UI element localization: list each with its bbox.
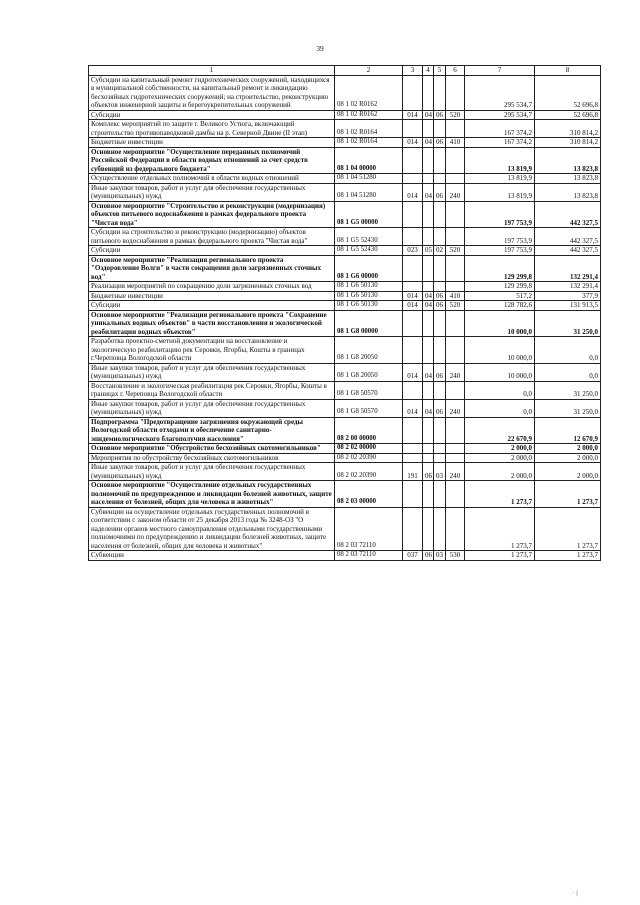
table-row	[89, 399, 601, 417]
expense-type-cell	[446, 75, 465, 110]
table-row	[89, 110, 601, 120]
amount-col7-cell: 10 000,0	[465, 337, 535, 364]
section-cell: 04	[423, 399, 434, 417]
subsection-cell: 03	[434, 551, 446, 561]
target-article-cell: 08 1 04 00000	[335, 147, 403, 174]
subsection-cell	[434, 481, 446, 508]
ministry-code-cell	[403, 453, 423, 463]
section-cell	[423, 417, 434, 444]
expense-type-cell	[446, 337, 465, 364]
budget-table	[88, 65, 601, 561]
ministry-code-cell	[403, 228, 423, 246]
amount-col8-cell: 132 291,4	[535, 282, 601, 292]
section-cell: 04	[423, 363, 434, 381]
target-article-cell: 08 1 G8 50570	[335, 399, 403, 417]
row-name-cell: Основное мероприятие "Строительство и реконструкция (модернизация) объектов питьевого водоснабжения в рамках федерального проекта "Чистая вода"	[89, 201, 335, 228]
ministry-code-cell: 014	[403, 399, 423, 417]
section-cell: 05	[423, 246, 434, 256]
target-article-cell: 08 1 04 51280	[335, 183, 403, 201]
target-article-cell: 08 1 02 R0162	[335, 110, 403, 120]
header-row	[89, 66, 601, 76]
amount-col8-cell: 31 250,0	[535, 381, 601, 399]
expense-type-cell	[446, 147, 465, 174]
expense-type-cell: 520	[446, 301, 465, 311]
table-row	[89, 147, 601, 174]
ministry-code-cell: 037	[403, 551, 423, 561]
subsection-cell	[434, 417, 446, 444]
expense-type-cell: 530	[446, 551, 465, 561]
scan-corner-marks: · |	[572, 890, 578, 897]
amount-col8-cell: 2 000,0	[535, 453, 601, 463]
row-name-cell: Иные закупки товаров, работ и услуг для обеспечения государственных (муниципальных) нужд	[89, 399, 335, 417]
amount-col7-cell: 2 000,0	[465, 453, 535, 463]
row-name-cell: Субсидии	[89, 246, 335, 256]
ministry-code-cell	[403, 381, 423, 399]
subsection-cell: 02	[434, 246, 446, 256]
amount-col7-cell: 128 782,6	[465, 301, 535, 311]
amount-col8-cell: 0,0	[535, 337, 601, 364]
section-cell	[423, 481, 434, 508]
table-row	[89, 417, 601, 444]
amount-col8-cell: 377,9	[535, 291, 601, 301]
section-cell	[423, 147, 434, 174]
amount-col8-cell: 442 327,5	[535, 228, 601, 246]
section-cell	[423, 75, 434, 110]
subsection-cell: 06	[434, 301, 446, 311]
ministry-code-cell	[403, 282, 423, 292]
section-cell: 04	[423, 301, 434, 311]
table-body	[89, 75, 601, 560]
amount-col7-cell: 197 753,9	[465, 201, 535, 228]
table-row	[89, 246, 601, 256]
amount-col7-cell: 295 534,7	[465, 110, 535, 120]
subsection-cell: 06	[434, 363, 446, 381]
section-cell	[423, 228, 434, 246]
amount-col7-cell: 13 819,9	[465, 147, 535, 174]
row-name-cell: Иные закупки товаров, работ и услуг для обеспечения государственных (муниципальных) нужд	[89, 363, 335, 381]
target-article-cell: 08 1 G6 50130	[335, 291, 403, 301]
amount-col7-cell: 2 000,0	[465, 463, 535, 481]
ministry-code-cell: 014	[403, 301, 423, 311]
table-row	[89, 381, 601, 399]
ministry-code-cell	[403, 75, 423, 110]
amount-col8-cell: 442 327,5	[535, 246, 601, 256]
row-name-cell: Осуществление отдельных полномочий в области водных отношений	[89, 174, 335, 184]
amount-col7-cell: 22 670,9	[465, 417, 535, 444]
table-row	[89, 507, 601, 551]
amount-col7-cell: 167 374,2	[465, 120, 535, 138]
expense-type-cell: 240	[446, 463, 465, 481]
ministry-code-cell: 014	[403, 363, 423, 381]
target-article-cell: 08 1 04 51280	[335, 174, 403, 184]
ministry-code-cell	[403, 507, 423, 551]
table-row	[89, 201, 601, 228]
target-article-cell: 08 1 G8 50570	[335, 381, 403, 399]
expense-type-cell: 240	[446, 399, 465, 417]
section-cell	[423, 174, 434, 184]
target-article-cell: 08 1 02 R0164	[335, 120, 403, 138]
amount-col8-cell: 1 273,7	[535, 481, 601, 508]
table-row	[89, 120, 601, 138]
section-cell	[423, 507, 434, 551]
row-name-cell: Восстановление и экологическая реабилитация рек Серовки, Ягорбы, Кошты в границах г. Череповца Вологодской области	[89, 381, 335, 399]
row-name-cell: Разработка проектно-сметной документации на восстановление и экологическую реабилитацию рек Серовки, Ягорбы, Кошты в границах г.Череповца Вологодской области	[89, 337, 335, 364]
row-name-cell: Субсидии на строительство и реконструкцию (модернизацию) объектов питьевого водоснабжения в рамках федерального проекта "Чистая вода"	[89, 228, 335, 246]
amount-col8-cell: 52 696,8	[535, 110, 601, 120]
subsection-cell	[434, 310, 446, 337]
table-row	[89, 183, 601, 201]
section-cell	[423, 453, 434, 463]
amount-col7-cell: 10 000,0	[465, 310, 535, 337]
amount-col7-cell: 197 753,9	[465, 246, 535, 256]
table-row	[89, 363, 601, 381]
column-header: 1	[89, 66, 335, 76]
table-row	[89, 463, 601, 481]
amount-col8-cell: 131 913,5	[535, 301, 601, 311]
row-name-cell: Основное мероприятие "Реализация регионального проекта "Оздоровление Волги" в части сокращения доли загрязненных сточных вод"	[89, 255, 335, 282]
amount-col8-cell: 1 273,7	[535, 507, 601, 551]
expense-type-cell	[446, 381, 465, 399]
subsection-cell	[434, 444, 446, 454]
amount-col8-cell: 13 823,8	[535, 147, 601, 174]
row-name-cell: Основное мероприятие "Обустройство бесхозяйных скотомогильников"	[89, 444, 335, 454]
section-cell	[423, 381, 434, 399]
table-row	[89, 138, 601, 148]
table-row	[89, 301, 601, 311]
ministry-code-cell	[403, 444, 423, 454]
section-cell	[423, 310, 434, 337]
amount-col8-cell: 31 250,0	[535, 310, 601, 337]
table-row	[89, 282, 601, 292]
amount-col8-cell: 1 273,7	[535, 551, 601, 561]
ministry-code-cell	[403, 417, 423, 444]
subsection-cell	[434, 507, 446, 551]
target-article-cell: 08 2 02 20390	[335, 453, 403, 463]
ministry-code-cell	[403, 255, 423, 282]
table-row	[89, 291, 601, 301]
subsection-cell: 06	[434, 110, 446, 120]
subsection-cell	[434, 174, 446, 184]
table-row	[89, 310, 601, 337]
expense-type-cell	[446, 444, 465, 454]
page-number: 39	[316, 44, 324, 53]
ministry-code-cell: 014	[403, 183, 423, 201]
amount-col7-cell: 295 534,7	[465, 75, 535, 110]
target-article-cell: 08 2 03 72110	[335, 551, 403, 561]
amount-col8-cell: 442 327,5	[535, 201, 601, 228]
expense-type-cell	[446, 481, 465, 508]
target-article-cell: 08 1 G6 50130	[335, 301, 403, 311]
row-name-cell: Бюджетные инвестиции	[89, 138, 335, 148]
table-row	[89, 174, 601, 184]
amount-col8-cell: 310 814,2	[535, 138, 601, 148]
ministry-code-cell	[403, 147, 423, 174]
section-cell	[423, 337, 434, 364]
amount-col7-cell: 1 273,7	[465, 551, 535, 561]
expense-type-cell: 240	[446, 183, 465, 201]
amount-col8-cell: 0,0	[535, 363, 601, 381]
amount-col7-cell: 197 753,9	[465, 228, 535, 246]
table-row	[89, 481, 601, 508]
subsection-cell	[434, 228, 446, 246]
ministry-code-cell	[403, 481, 423, 508]
amount-col8-cell: 132 291,4	[535, 255, 601, 282]
table-row	[89, 444, 601, 454]
row-name-cell: Комплекс мероприятий по защите г. Великого Устюга, включающий строительство противопаводковой дамбы на р. Северной Двине (II этап)	[89, 120, 335, 138]
target-article-cell: 08 1 G5 52430	[335, 246, 403, 256]
target-article-cell: 08 2 02 00000	[335, 444, 403, 454]
amount-col7-cell: 10 000,0	[465, 363, 535, 381]
expense-type-cell: 410	[446, 138, 465, 148]
subsection-cell	[434, 282, 446, 292]
ministry-code-cell: 014	[403, 291, 423, 301]
column-header: 6	[446, 66, 465, 76]
target-article-cell: 08 1 G8 20050	[335, 337, 403, 364]
column-header: 7	[465, 66, 535, 76]
ministry-code-cell: 014	[403, 138, 423, 148]
section-cell: 04	[423, 291, 434, 301]
amount-col7-cell: 0,0	[465, 381, 535, 399]
table-row	[89, 551, 601, 561]
target-article-cell: 08 2 00 00000	[335, 417, 403, 444]
subsection-cell	[434, 201, 446, 228]
ministry-code-cell	[403, 337, 423, 364]
section-cell: 04	[423, 183, 434, 201]
section-cell	[423, 282, 434, 292]
subsection-cell	[434, 381, 446, 399]
target-article-cell: 08 1 G6 00000	[335, 255, 403, 282]
subsection-cell	[434, 453, 446, 463]
expense-type-cell	[446, 417, 465, 444]
amount-col8-cell: 2 000,0	[535, 444, 601, 454]
amount-col7-cell: 2 000,0	[465, 444, 535, 454]
target-article-cell: 08 1 G6 50130	[335, 282, 403, 292]
column-header: 5	[434, 66, 446, 76]
row-name-cell: Реализация мероприятий по сокращению доли загрязненных сточных вод	[89, 282, 335, 292]
section-cell: 06	[423, 463, 434, 481]
target-article-cell: 08 2 03 72110	[335, 507, 403, 551]
row-name-cell: Основное мероприятие "Осуществление отдельных государственных полномочий по предупреждению и ликвидации болезней животных, защите населения от болезней, общих для человека и животных"	[89, 481, 335, 508]
amount-col7-cell: 129 299,8	[465, 282, 535, 292]
ministry-code-cell: 023	[403, 246, 423, 256]
row-name-cell: Основное мероприятие "Осуществление переданных полномочий Российской Федерации в области водных отношений за счет средств субвенций из федерального бюджета"	[89, 147, 335, 174]
subsection-cell	[434, 147, 446, 174]
section-cell: 04	[423, 138, 434, 148]
row-name-cell: Субсидии на капитальный ремонт гидротехнических сооружений, находящихся в муниципальной собственности, на капитальный ремонт и ликвидацию бесхозяйных гидротехнических сооружений; на строительство, реконструкцию объектов инженерной защиты и берегоукрепительных сооружений	[89, 75, 335, 110]
amount-col8-cell: 13 823,8	[535, 174, 601, 184]
subsection-cell: 06	[434, 138, 446, 148]
amount-col8-cell: 310 814,2	[535, 120, 601, 138]
expense-type-cell	[446, 228, 465, 246]
amount-col7-cell: 167 374,2	[465, 138, 535, 148]
section-cell: 06	[423, 551, 434, 561]
expense-type-cell: 520	[446, 246, 465, 256]
expense-type-cell: 410	[446, 291, 465, 301]
expense-type-cell	[446, 120, 465, 138]
expense-type-cell	[446, 507, 465, 551]
table-row	[89, 228, 601, 246]
ministry-code-cell	[403, 201, 423, 228]
row-name-cell: Бюджетные инвестиции	[89, 291, 335, 301]
expense-type-cell	[446, 201, 465, 228]
amount-col8-cell: 13 823,8	[535, 183, 601, 201]
ministry-code-cell	[403, 310, 423, 337]
amount-col7-cell: 517,2	[465, 291, 535, 301]
subsection-cell: 06	[434, 291, 446, 301]
row-name-cell: Иные закупки товаров, работ и услуг для обеспечения государственных (муниципальных) нужд	[89, 183, 335, 201]
section-cell	[423, 120, 434, 138]
ministry-code-cell	[403, 120, 423, 138]
target-article-cell: 08 2 03 00000	[335, 481, 403, 508]
target-article-cell: 08 2 02 20390	[335, 463, 403, 481]
row-name-cell: Субвенции	[89, 551, 335, 561]
table-row	[89, 337, 601, 364]
expense-type-cell	[446, 310, 465, 337]
row-name-cell: Основное мероприятие "Реализация регионального проекта "Сохранение уникальных водных объектов" в части восстановления и экологической реабилитации водных объектов"	[89, 310, 335, 337]
subsection-cell	[434, 337, 446, 364]
expense-type-cell: 520	[446, 110, 465, 120]
section-cell	[423, 201, 434, 228]
expense-type-cell	[446, 255, 465, 282]
row-name-cell: Субвенции на осуществление отдельных государственных полномочий в соответствии с законом области от 25 декабря 2013 года № 3248-ОЗ "О наделении органов местного самоуправления отдельными государственными полномочиями по предупреждению и ликвидации болезней животных, защите населения от болезней, общих для человека и животных"	[89, 507, 335, 551]
amount-col8-cell: 12 670,9	[535, 417, 601, 444]
expense-type-cell	[446, 453, 465, 463]
amount-col7-cell: 13 819,9	[465, 174, 535, 184]
table-row	[89, 75, 601, 110]
column-header: 8	[535, 66, 601, 76]
subsection-cell	[434, 255, 446, 282]
row-name-cell: Подпрограмма "Предотвращение загрязнения окружающей среды Вологодской области отходами и обеспечение санитарно-эпидемиологического благополучия населения"	[89, 417, 335, 444]
ministry-code-cell: 191	[403, 463, 423, 481]
section-cell	[423, 444, 434, 454]
subsection-cell: 03	[434, 463, 446, 481]
amount-col8-cell: 31 250,0	[535, 399, 601, 417]
row-name-cell: Субсидии	[89, 110, 335, 120]
amount-col8-cell: 52 696,8	[535, 75, 601, 110]
row-name-cell: Мероприятия по обустройству бесхозяйных скотомогильников	[89, 453, 335, 463]
expense-type-cell	[446, 282, 465, 292]
table-row	[89, 255, 601, 282]
target-article-cell: 08 1 G5 00000	[335, 201, 403, 228]
row-name-cell: Иные закупки товаров, работ и услуг для обеспечения государственных (муниципальных) нужд	[89, 463, 335, 481]
amount-col8-cell: 2 000,0	[535, 463, 601, 481]
target-article-cell: 08 1 02 R0162	[335, 75, 403, 110]
section-cell	[423, 255, 434, 282]
section-cell: 04	[423, 110, 434, 120]
ministry-code-cell	[403, 174, 423, 184]
column-header: 3	[403, 66, 423, 76]
target-article-cell: 08 1 G8 00000	[335, 310, 403, 337]
amount-col7-cell: 13 819,9	[465, 183, 535, 201]
amount-col7-cell: 0,0	[465, 399, 535, 417]
column-header: 4	[423, 66, 434, 76]
column-header: 2	[335, 66, 403, 76]
row-name-cell: Субсидии	[89, 301, 335, 311]
subsection-cell: 06	[434, 183, 446, 201]
table-row	[89, 453, 601, 463]
expense-type-cell	[446, 174, 465, 184]
ministry-code-cell: 014	[403, 110, 423, 120]
subsection-cell	[434, 75, 446, 110]
target-article-cell: 08 1 G8 20050	[335, 363, 403, 381]
expense-type-cell: 240	[446, 363, 465, 381]
target-article-cell: 08 1 G5 52430	[335, 228, 403, 246]
target-article-cell: 08 1 02 R0164	[335, 138, 403, 148]
subsection-cell: 06	[434, 399, 446, 417]
amount-col7-cell: 1 273,7	[465, 481, 535, 508]
amount-col7-cell: 129 299,8	[465, 255, 535, 282]
amount-col7-cell: 1 273,7	[465, 507, 535, 551]
subsection-cell	[434, 120, 446, 138]
